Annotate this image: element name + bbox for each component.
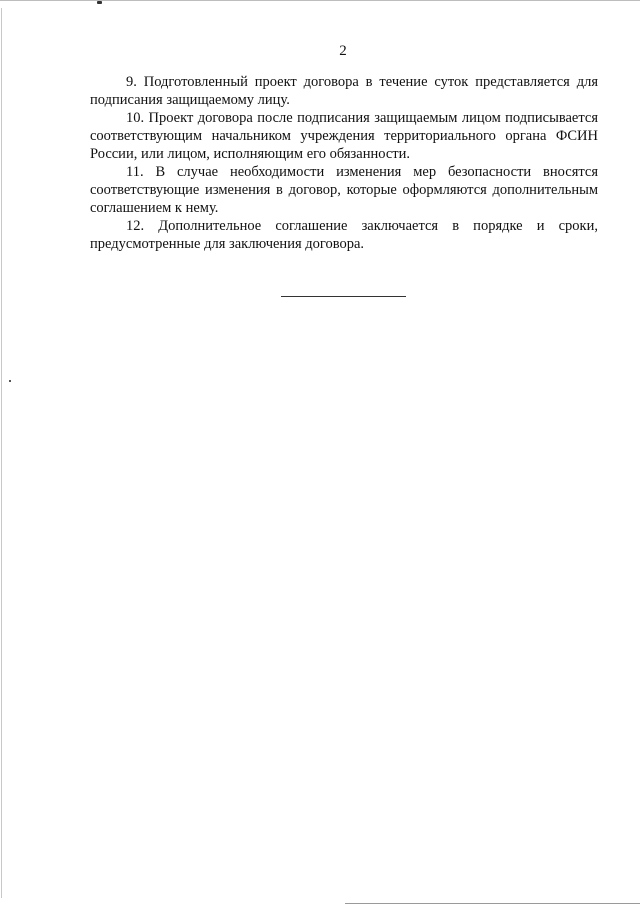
paragraph-12: 12. Дополнительное соглашение заключается в порядке и сроки, предусмотренные для заключения договора. [90,218,598,252]
scan-edge-left [1,8,2,898]
scan-edge-bottom [345,903,640,904]
end-separator-line [281,296,406,297]
paragraph-10: 10. Проект договора после подписания защищаемым лицом подписывается соответствующим начальником учреждения территориального органа ФСИН России, или лицом, исполняющим его обязанности. [90,110,598,162]
paragraph-11: 11. В случае необходимости изменения мер безопасности вносятся соответствующие изменения в договор, которые оформляются дополнительным соглашением к нему. [90,164,598,216]
scan-edge-top [0,0,640,1]
page-number: 2 [339,43,347,59]
paragraph-9: 9. Подготовленный проект договора в течение суток представляется для подписания защищаемому лицу. [90,74,598,108]
scan-mark [97,1,102,4]
scan-speck [9,380,11,382]
document-body [90,73,598,253]
